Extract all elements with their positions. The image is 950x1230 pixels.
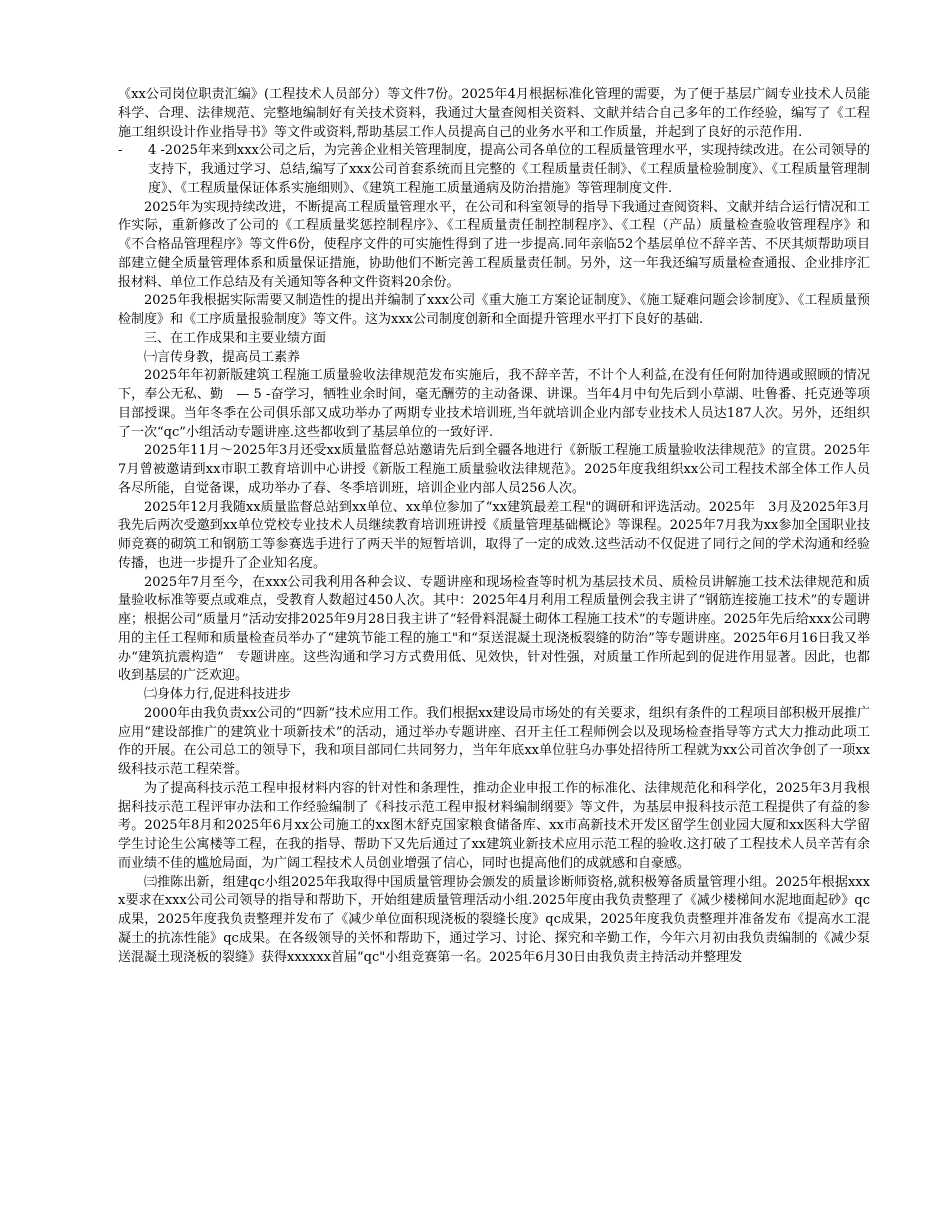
paragraph-1: 《xx公司岗位职责汇编》(工程技术人员部分）等文件7份。2025年4月根据标准化管理的需要，为了便于基层广阔专业技术人员能科学、合理、法律规范、完整地编制好有关技术资料，我通过大量查阅相关资料、文献并结合自己多年的工作经验，编写了《工程施工组织设计作业指导书》等文件或资料,帮助基层工作人员提高自己的业务水平和工作质量，并起到了良好的示范作用. [118,87,870,140]
paragraph-9: 2025年12月我随xx质量监督总站到xx单位、xx单位参加了“xx建筑最差工程"的调研和评选活动。2025年 3月及2025年3月我先后两次受邀到xx单位党校专业技术人员继续教育培训班讲授《质量管理基础概论》等课程。2025年7月我为xx参加全国职业技师竞赛的砌筑工和钢筋工等参赛选手进行了两天半的短暂培训，取得了一定的成效.这些活动不仅促进了同行之间的学术沟通和经验传播，也进一步提升了企业知名度。 [118,499,870,571]
bullet-item [118,142,870,198]
subsection-heading-1: ㈠言传身教，提高员工素养 [144,349,301,365]
paragraph-10: 2025年7月至今，在xxx公司我利用各种会议、专题讲座和现场检查等时机为基层技术员、质检员讲解施工技术法律规范和质量验收标准等要点或难点，受教育人数超过450人次。其中：2025年4月利用工程质量例会我主讲了“钢筋连接施工技术”的专题讲座；根据公司“质量月”活动安排2025年9月28日我主讲了“轻骨料混凝土砌体工程施工技术”的专题讲座。2025年先后给xxx公司聘用的主任工程师和质量检查员举办了“建筑节能工程的施工"和“泵送混凝土现浇板裂缝的防治”等专题讲座。2025年6月16日我又举办“建筑抗震构造” 专题讲座。这些沟通和学习方式费用低、见效快，针对性强，对质量工作所起到的促进作用显著。因此，也都收到基层的广泛欢迎。 [118,574,870,684]
document-body [118,86,870,967]
paragraph-8: 2025年11月～2025年3月还受xx质量监督总站邀请先后到全疆各地进行《新版工程施工质量验收法律规范》的宣贯。2025年7月曾被邀请到xx市职工教育培训中心讲授《新版工程施工质量验收法律规范》。2025年度我组织xx公司工程技术部全体工作人员各尽所能，自觉备课，成功举办了春、冬季培训班，培训企业内部人员256人次。 [118,443,870,496]
bullet-text: 4 -2025年来到xxx公司之后，为完善企业相关管理制度，提高公司各单位的工程质量管理水平，实现持续改进。在公司领导的支持下，我通过学习、总结,编写了xxx公司首套系统而且完整的《工程质量责任制》、《工程质量检验制度》、《工程质量管理制度》、《工程质量保证体系实施细则》、《建筑工程施工质量通病及防治措施》等管理制度文件. [148,143,870,196]
bullet-mark: - [118,143,123,159]
subsection-heading-2: ㈡身体力行,促进科技进步 [144,687,292,702]
paragraph-14: ㈢推陈出新，组建qc小组2025年我取得中国质量管理协会颁发的质量诊断师资格,就积极筹备质量管理小组。2025年根据xxxx要求在xxx公司公司领导的指导和帮助下，开始组建质量管理活动小组.2025年度由我负责整理了《减少楼梯间水泥地面起砂》qc成果，2025年度我负责整理并发布了《减少单位面积现浇板的裂缝长度》qc成果，2025年度我负责整理并准备发布《提高水工混凝土的抗冻性能》qc成果。在各级领导的关怀和帮助下，通过学习、讨论、探究和辛勤工作，今年六月初由我负责编制的《减少泵送混凝土现浇板的裂缝》获得xxxxxx首届“qc"小组竞赛第一名。2025年6月30日由我负责主持活动并整理发 [118,874,870,965]
paragraph-7: 2025年年初新版建筑工程施工质量验收法律规范发布实施后，我不辞辛苦，不计个人利益,在没有任何附加待遇或照顾的情况下，奉公无私、勤 — 5 -奋学习，牺牲业余时间，毫无酬劳的主动备课、讲课。当年4月中旬先后到小草湖、吐鲁番、托克逊等项目部授课。当年冬季在公司俱乐部又成功举办了两期专业技术培训班,当年就培训企业内部专业技术人员达187人次。另外，还组织了一次“qc”小组活动专题讲座.这些都收到了基层单位的一致好评. [118,368,870,440]
paragraph-13: 为了提高科技示范工程申报材料内容的针对性和条理性，推动企业申报工作的标准化、法律规范化和科学化，2025年3月我根据科技示范工程评审办法和工作经验编制了《科技示范工程申报材料编制纲要》等文件，为基层申报科技示范工程提供了有益的参考。2025年8月和2025年6月xx公司施工的xx图木舒克国家粮食储备库、xx市高新技术开发区留学生创业园大厦和xx医科大学留学生讨论生公寓楼等工程，在我的指导、帮助下又先后通过了xx建筑业新技术应用示范工程的验收.这打破了工程技术人员辛苦有余而业绩不佳的尴尬局面，为广阔工程技术人员创业增强了信心，同时也提高他们的成就感和自豪感。 [118,780,870,871]
paragraph-12: 2000年由我负责xx公司的“四新”技术应用工作。我们根据xx建设局市场处的有关要求，组织有条件的工程项目部积极开展推广应用“建设部推广的建筑业十项新技术”的活动，通过举办专题讲座、召开主任工程师例会以及现场检查指导等方式大力推动此项工作的开展。在公司总工的领导下，我和项目部同仁共同努力，当年年底xx单位驻乌办事处招待所工程就为xx公司首次争创了一项xx级科技示范工程荣誉。 [118,705,870,777]
paragraph-3: 2025年为实现持续改进，不断提高工程质量管理水平，在公司和科室领导的指导下我通过查阅资料、文献并结合运行情况和工作实际，重新修改了公司的《工程质量奖惩控制程序》、《工程质量责任制控制程序》、《工程（产品）质量检查验收管理程序》和《不合格品管理程序》等文件6份，使程序文件的可实施性得到了进一步提高.同年亲临52个基层单位不辞辛苦、不厌其烦帮助项目部建立健全质量管理体系和质量保证措施，协助他们不断完善工程质量责任制。另外，这一年我还编写质量检查通报、企业排序汇报材料、单位工作总结及有关通知等各种文件资料20余份。 [118,199,870,290]
paragraph-4: 2025年我根据实际需要又制造性的提出并编制了xxx公司《重大施工方案论证制度》、《施工疑难问题会诊制度》、《工程质量预检制度》和《工序质量报验制度》等文件。这为xxx公司制度创新和全面提升管理水平打下良好的基础. [118,293,870,327]
section-heading: 三、在工作成果和主要业绩方面 [144,330,327,346]
